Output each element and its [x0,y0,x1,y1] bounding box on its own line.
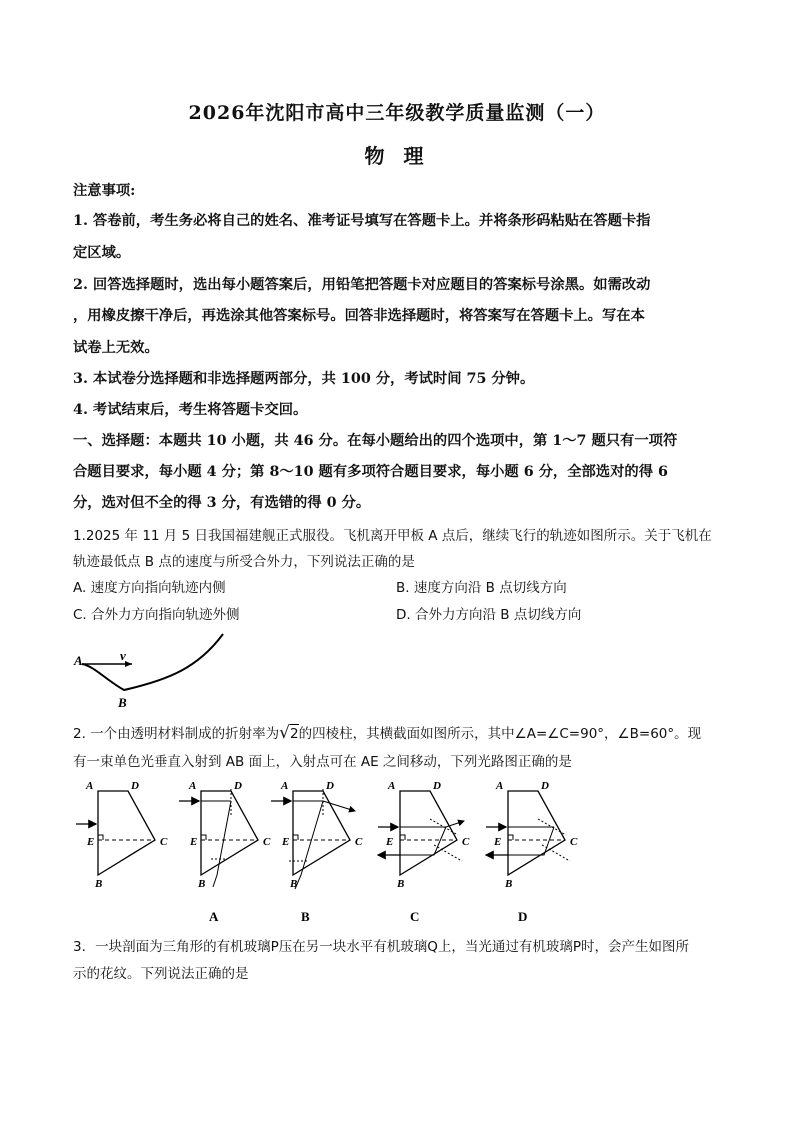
label-c: C [570,836,578,848]
q1-option-c: C. 合外力方向指向轨迹外侧 [73,607,240,623]
label-a: A [281,780,289,792]
point-b-label: B [118,695,127,710]
notice-line: 1. 答卷前，考生务必将自己的姓名、准考证号填写在答题卡上。并将条形码粘贴在答题卡指 [73,213,651,229]
section-instructions: 分，选对但不全的得 3 分，有选错的得 0 分。 [73,495,371,511]
notice-heading: 注意事项: [73,183,136,199]
question-3-stem: 3．一块剖面为三角形的有机玻璃P压在另一块水平有机玻璃Q上，当光通过有机玻璃P时，会产生如图所 [73,939,689,955]
choice-label-a: A [209,909,219,924]
notice-line: 2. 回答选择题时，选出每小题答案后，用铅笔把答题卡对应题目的答案标号涂黑。如需改动 [73,277,651,293]
label-a: A [388,780,396,792]
label-d: D [234,780,242,792]
q1-option-b: B. 速度方向沿 B 点切线方向 [396,580,567,596]
label-a: A [189,780,197,792]
label-a: A [86,780,94,792]
notice-line: 试卷上无效。 [73,340,159,356]
q1-option-a: A. 速度方向指向轨迹内侧 [73,580,226,596]
exam-title: 2026年沈阳市高中三年级教学质量监测（一） [188,102,606,124]
sqrt-value: 2 [290,726,299,742]
subject-title: 物 理 [364,144,430,168]
label-e: E [386,836,394,848]
question-2-stem [73,722,701,743]
prism-original [76,780,168,890]
q2-stem-part: 2. 一个由透明材料制成的折射率为 [73,726,280,742]
prism-option-b [271,780,363,924]
sqrt-symbol: √ [279,723,291,743]
q1-option-d: D. 合外力方向沿 B 点切线方向 [396,607,582,623]
q1-trajectory-figure [68,628,238,712]
question-1-stem: 1.2025 年 11 月 5 日我国福建舰正式服役。飞机离开甲板 A 点后，继续飞行的轨迹如图所示。关于飞机在 [73,528,712,544]
label-e: E [282,836,290,848]
label-b: B [505,878,513,890]
choice-label-d: D [518,909,528,924]
label-c: C [355,836,363,848]
label-b: B [95,878,103,890]
section-instructions: 合题目要求，每小题 4 分；第 8～10 题有多项符合题目要求，每小题 6 分，全部选对的得 6 [73,464,668,480]
notice-line: ，用橡皮擦干净后，再选涂其他答案标号。回答非选择题时，将答案写在答题卡上。写在本 [73,308,645,324]
label-c: C [160,836,168,848]
notice-line: 4. 考试结束后，考生将答题卡交回。 [73,402,308,418]
q2-stem-part: 的四棱柱，其横截面如图所示，其中∠A=∠C=90°，∠B=60°。现 [298,726,702,742]
section-instructions: 一、选择题：本题共 10 小题，共 46 分。在每小题给出的四个选项中，第 1～7 题只有一项符 [73,433,678,449]
notice-line: 定区域。 [73,245,131,261]
label-e: E [494,836,502,848]
label-b: B [290,878,298,890]
notice-line: 3. 本试卷分选择题和非选择题两部分，共 100 分，考试时间 75 分钟。 [73,371,535,387]
label-e: E [87,836,95,848]
prism-option-d [486,780,578,924]
prism-option-a [179,780,271,924]
velocity-label: v [120,648,126,663]
choice-label-c: C [410,909,420,924]
label-c: C [263,836,271,848]
flight-trajectory [82,634,223,690]
label-b: B [397,878,405,890]
label-d: D [541,780,549,792]
question-2-stem: 有一束单色光垂直入射到 AB 面上，入射点可在 AE 之间移动，下列光路图正确的是 [73,754,572,770]
prism-option-c [378,780,470,924]
question-3-stem: 示的花纹。下列说法正确的是 [73,966,249,982]
q2-light-path-figures [70,775,590,925]
choice-label-b: B [301,909,310,924]
label-d: D [131,780,139,792]
label-b: B [198,878,206,890]
label-a: A [496,780,504,792]
point-a-label: A [74,653,83,668]
label-d: D [326,780,334,792]
question-1-stem: 轨迹最低点 B 点的速度与所受合外力，下列说法正确的是 [73,554,415,570]
label-c: C [462,836,470,848]
label-d: D [433,780,441,792]
label-e: E [190,836,198,848]
